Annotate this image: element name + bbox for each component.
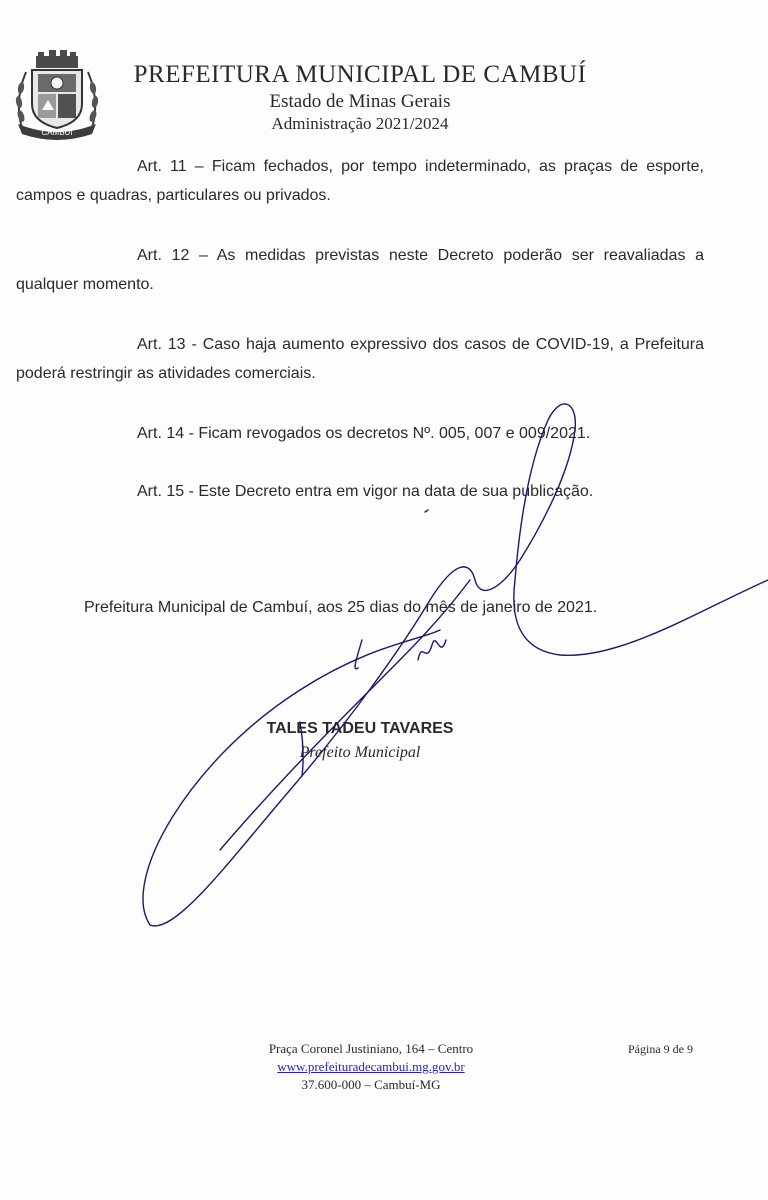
state-name: Estado de Minas Gerais: [269, 91, 451, 112]
administration-period: Administração 2021/2024: [271, 114, 449, 133]
signatory-name: TALES TADEU TAVARES: [266, 720, 454, 737]
article-15: Art. 15 - Este Decreto entra em vigor na data de sua publicação.: [137, 483, 594, 500]
signatory-role: Prefeito Municipal: [299, 744, 421, 761]
page-number: Página 9 de 9: [628, 1042, 693, 1056]
footer-address-block: [196, 1040, 546, 1094]
article-13: Art. 13 - Caso haja aumento expressivo dos casos de COVID-19, a Prefeitura poderá restringir as atividades comerciais.: [16, 336, 704, 382]
crest-ribbon-text: CAMBUÍ: [41, 128, 73, 137]
article-14: Art. 14 - Ficam revogados os decretos Nº. 005, 007 e 009/2021.: [137, 425, 591, 442]
footer-address: Praça Coronel Justiniano, 164 – Centro: [268, 1041, 474, 1056]
page-title: PREFEITURA MUNICIPAL DE CAMBUÍ: [133, 61, 587, 88]
article-12: Art. 12 – As medidas previstas neste Decreto poderão ser reavaliadas a qualquer momento.: [16, 247, 704, 293]
letterhead: [100, 60, 620, 134]
footer-postal: 37.600-000 – Cambuí-MG: [301, 1077, 441, 1092]
article-11: Art. 11 – Ficam fechados, por tempo indeterminado, as praças de esporte, campos e quadras, particulares ou privados.: [16, 158, 704, 204]
coat-of-arms-logo: [12, 50, 102, 140]
website-link[interactable]: www.prefeituradecambui.mg.gov.br: [277, 1059, 465, 1074]
place-and-date: Prefeitura Municipal de Cambuí, aos 25 dias do mês de janeiro de 2021.: [84, 599, 598, 616]
